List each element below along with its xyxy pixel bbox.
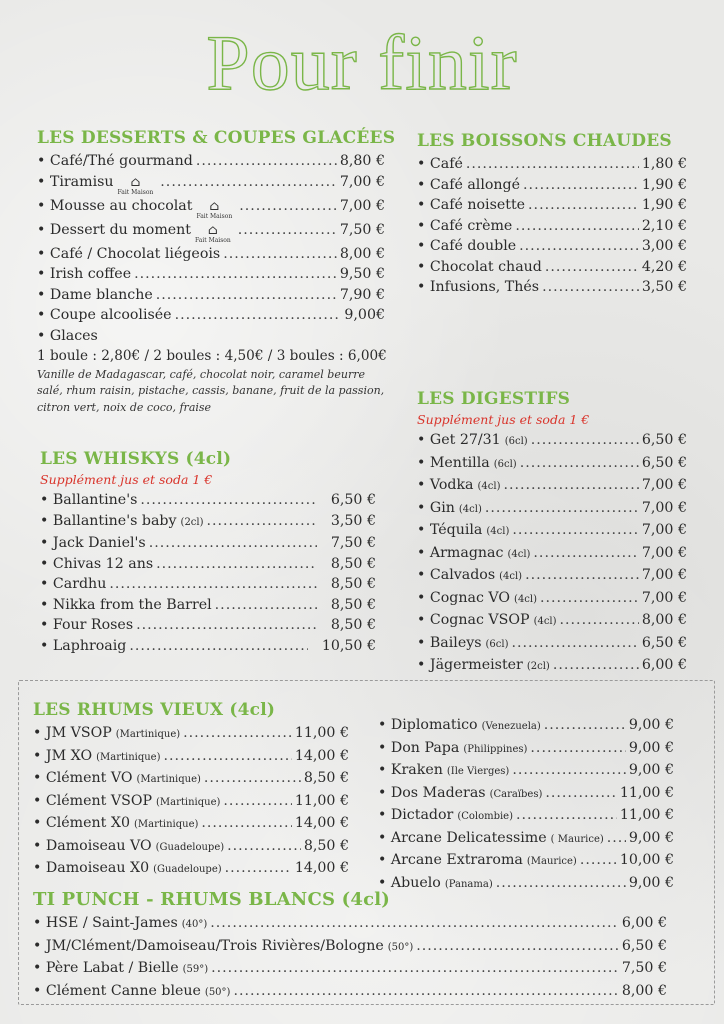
dot-leader — [109, 574, 317, 595]
menu-item — [417, 195, 687, 216]
dot-leader — [416, 936, 619, 957]
item-price: 6,50 € — [641, 454, 687, 471]
dot-leader — [149, 533, 317, 554]
item-name: • Don Papa — [378, 739, 460, 756]
digestifs-section — [417, 389, 687, 678]
menu-item — [33, 958, 667, 981]
item-price: 1,80 € — [641, 156, 687, 172]
dot-leader — [140, 490, 316, 511]
ti-punch-section — [33, 889, 667, 1003]
dot-leader — [523, 175, 639, 196]
item-detail: (4cl) — [507, 548, 531, 560]
menu-item — [33, 791, 349, 814]
dot-leader — [553, 655, 639, 676]
item-name: • Four Roses — [40, 617, 134, 633]
dot-leader — [201, 813, 291, 834]
fait-maison-badge — [195, 224, 231, 244]
item-price: 4,20 € — [641, 258, 687, 275]
dot-leader — [512, 633, 639, 654]
item-price: 7,00 € — [339, 197, 385, 214]
item-name: • JM VSOP — [33, 725, 112, 741]
item-detail: (59°) — [182, 964, 209, 975]
item-price: 7,50 € — [621, 960, 667, 976]
item-detail: (Martinique) — [115, 729, 181, 740]
item-detail: (6cl) — [493, 458, 517, 470]
menu-item — [37, 220, 385, 244]
item-name: • Cognac VO — [417, 589, 511, 606]
item-name: • Clément VSOP — [33, 792, 153, 809]
dot-leader — [520, 453, 639, 474]
item-detail: (Martinique) — [156, 796, 221, 808]
menu-item — [417, 610, 687, 633]
menu-item — [417, 236, 687, 257]
digestifs-list — [417, 430, 687, 678]
dot-leader — [607, 828, 626, 849]
rhums-vieux-right-list — [378, 715, 674, 895]
desserts-section — [37, 128, 396, 416]
item-name: • Clément X0 — [33, 815, 130, 831]
item-price: 7,00 € — [641, 567, 687, 583]
dot-leader — [175, 305, 342, 326]
item-price: 9,00€ — [344, 307, 385, 323]
menu-item — [417, 453, 687, 476]
boissons-chaudes-heading: LES BOISSONS CHAUDES — [417, 131, 672, 151]
glaces-prices: 1 boule : 2,80€ / 2 boules : 4,50€ / 3 boules : 6,00€ — [37, 348, 387, 364]
dot-leader — [503, 475, 638, 496]
menu-item — [417, 633, 687, 656]
dot-leader — [156, 554, 317, 575]
dot-leader — [530, 738, 625, 759]
dot-leader — [515, 216, 639, 237]
item-name: • Gin — [417, 499, 455, 516]
badge-label: Fait Maison — [195, 236, 231, 244]
item-name: • Dictador — [378, 807, 454, 823]
dot-leader — [134, 264, 337, 285]
item-price: 9,00 € — [628, 717, 674, 733]
menu-item — [417, 498, 687, 521]
dot-leader — [560, 610, 639, 631]
ti-punch-list — [33, 913, 667, 1003]
item-price: 7,90 € — [339, 286, 385, 303]
item-name: • Armagnac — [417, 544, 504, 561]
item-name: • Dessert du moment — [37, 221, 192, 238]
item-name: • Cognac VSOP — [417, 612, 530, 628]
item-name: • Téquila — [417, 522, 483, 538]
dot-leader — [227, 836, 301, 857]
dot-leader — [239, 196, 337, 217]
dot-leader — [129, 636, 307, 657]
menu-item — [417, 543, 687, 566]
item-name: • JM/Clément/Damoiseau/Trois Rivières/Bologne — [33, 937, 384, 954]
menu-item — [33, 913, 667, 936]
item-price: 3,00 € — [641, 238, 687, 254]
item-name: • Café double — [417, 238, 517, 254]
item-price: 8,00 € — [641, 612, 687, 628]
menu-item — [417, 175, 687, 196]
menu-item — [37, 151, 385, 172]
ti-punch-heading: TI PUNCH - RHUMS BLANCS (4cl) — [33, 889, 390, 910]
item-detail: (50°) — [204, 986, 231, 998]
item-price: 8,00 € — [621, 982, 667, 999]
menu-item — [40, 574, 376, 595]
item-price: 6,50 € — [621, 937, 667, 954]
rhums-vieux-section — [33, 700, 349, 881]
menu-item — [417, 655, 687, 678]
item-detail: (6cl) — [485, 638, 509, 650]
dot-leader — [136, 615, 317, 636]
menu-item — [33, 981, 667, 1004]
dot-leader — [531, 430, 639, 451]
item-name: • Mousse au chocolat — [37, 197, 193, 214]
dot-leader — [211, 958, 619, 979]
item-name: • Vodka — [417, 477, 474, 493]
whiskys-list — [40, 490, 376, 656]
item-name: • Nikka from the Barrel — [40, 596, 212, 613]
menu-item — [417, 430, 687, 453]
dot-leader — [223, 244, 337, 265]
dot-leader — [512, 520, 639, 541]
menu-item — [40, 595, 376, 616]
item-detail: (50°) — [387, 941, 414, 953]
item-detail: (Martinique) — [136, 774, 201, 785]
menu-item — [37, 196, 385, 220]
menu-item — [417, 257, 687, 278]
item-detail: (4cl) — [458, 503, 482, 515]
item-detail: (40°) — [181, 919, 208, 930]
item-detail: (Venezuela) — [481, 721, 541, 732]
badge-label: Fait Maison — [117, 188, 154, 196]
menu-item — [417, 588, 687, 611]
menu-item — [37, 305, 385, 326]
menu-item — [40, 554, 376, 575]
item-price: 8,50 € — [330, 596, 376, 613]
item-detail: (Martinique) — [96, 751, 161, 763]
digestifs-heading: LES DIGESTIFS — [417, 389, 571, 409]
item-detail: (4cl) — [477, 481, 501, 492]
item-price: 14,00 € — [294, 860, 349, 876]
dot-leader — [512, 760, 626, 781]
menu-item — [33, 836, 349, 859]
item-detail: (4cl) — [533, 616, 557, 627]
dot-leader — [164, 746, 292, 767]
menu-item — [378, 783, 674, 806]
item-price: 6,50 € — [641, 432, 687, 448]
dot-leader — [525, 565, 639, 586]
item-detail: (Caraïbes) — [489, 788, 543, 800]
item-detail: ( Maurice) — [550, 833, 604, 845]
item-price: 9,50 € — [339, 266, 385, 282]
item-name: • Dame blanche — [37, 286, 153, 303]
dot-leader — [545, 257, 639, 278]
menu-item — [378, 850, 674, 873]
item-name: • Clément Canne bleue — [33, 982, 201, 999]
menu-item — [33, 936, 667, 959]
menu-item — [33, 768, 349, 791]
item-name: • Arcane Delicatessime — [378, 829, 547, 846]
dot-leader — [528, 195, 639, 216]
item-price: 11,00 € — [619, 784, 674, 801]
item-name: • Cardhu — [40, 576, 107, 592]
menu-item — [33, 858, 349, 881]
rhums-vieux-left-list — [33, 723, 349, 881]
item-name: • Calvados — [417, 567, 496, 583]
fait-maison-badge — [196, 200, 232, 220]
item-price: 1,90 € — [641, 197, 687, 213]
dot-leader — [207, 511, 317, 532]
item-price: 11,00 € — [619, 807, 674, 823]
item-price: 11,00 € — [294, 725, 349, 741]
dot-leader — [540, 588, 639, 609]
item-price: 9,00 € — [628, 829, 674, 846]
item-price: 6,00 € — [621, 915, 667, 931]
menu-item — [33, 723, 349, 746]
item-price: 7,00 € — [641, 522, 687, 538]
whiskys-supplement: Supplément jus et soda 1 € — [40, 472, 213, 487]
item-name: • Chivas 12 ans — [40, 555, 154, 572]
chef-hat-icon: ⌂ — [130, 174, 141, 190]
item-price: 9,00 € — [628, 739, 674, 756]
item-name: • Jack Daniel's — [40, 535, 146, 551]
item-detail: (4cl) — [514, 593, 538, 605]
fait-maison-badge — [118, 176, 154, 196]
menu-item — [40, 636, 376, 657]
item-price: 8,50 € — [303, 837, 349, 854]
item-name: • Infusions, Thés — [417, 279, 540, 295]
chef-hat-icon: ⌂ — [209, 198, 220, 214]
badge-label: Fait Maison — [196, 212, 233, 220]
item-name: • Abuelo — [378, 874, 441, 891]
item-price: 11,00 € — [294, 792, 349, 809]
item-name: • HSE / Saint-James — [33, 915, 178, 931]
menu-item — [40, 615, 376, 636]
item-price: 8,50 € — [303, 770, 349, 786]
menu-item — [37, 172, 385, 196]
item-price: 3,50 € — [330, 512, 376, 529]
item-name: • Café / Chocolat liégeois — [37, 245, 221, 262]
boissons-chaudes-list — [417, 154, 687, 298]
glaces-flavors: Vanille de Madagascar, café, chocolat noir, caramel beurre salé, rhum raisin, pistache, cassis, banane, fruit de la passion, citron vert, noix de coco, fraise — [37, 367, 385, 414]
item-price: 1,90 € — [641, 176, 687, 193]
item-price: 8,00 € — [339, 245, 385, 262]
rhums-vieux-right — [378, 715, 674, 895]
dot-leader — [545, 783, 616, 804]
dot-leader — [215, 595, 317, 616]
dot-leader — [223, 791, 291, 812]
item-price: 8,50 € — [330, 576, 376, 592]
item-name: • Ballantine's baby — [40, 512, 177, 529]
item-detail: (2cl) — [526, 661, 550, 672]
item-detail: (Philippines) — [463, 743, 528, 755]
item-name: • Tiramisu — [37, 173, 114, 190]
item-name: • Damoiseau X0 — [33, 860, 150, 876]
item-detail: (Ile Vierges) — [446, 766, 510, 777]
dot-leader — [485, 498, 639, 519]
dot-leader — [183, 723, 292, 744]
item-detail: (Guadeloupe) — [155, 841, 225, 853]
menu-item — [37, 285, 385, 306]
menu-item — [417, 520, 687, 543]
item-price: 14,00 € — [294, 815, 349, 831]
menu-item — [33, 746, 349, 769]
item-detail: (4cl) — [499, 571, 523, 582]
menu-item — [378, 715, 674, 738]
dot-leader — [238, 220, 337, 241]
item-name: • Ballantine's — [40, 492, 138, 508]
desserts-heading: LES DESSERTS & COUPES GLACÉES — [37, 128, 396, 148]
item-name: • Chocolat chaud — [417, 258, 542, 275]
dot-leader — [580, 850, 617, 871]
item-name: • JM XO — [33, 747, 93, 764]
desserts-list — [37, 151, 385, 326]
menu-item — [33, 813, 349, 836]
item-detail: (2cl) — [180, 516, 204, 528]
dot-leader — [156, 285, 337, 306]
dot-leader — [160, 172, 337, 193]
menu-item — [417, 216, 687, 237]
item-detail: (Maurice) — [526, 856, 577, 867]
item-price: 6,00 € — [641, 657, 687, 673]
menu-item — [40, 490, 376, 511]
item-detail: (Martinique) — [134, 819, 199, 830]
whiskys-section — [40, 449, 376, 656]
item-price: 7,00 € — [641, 544, 687, 561]
item-name: • Café crème — [417, 217, 513, 234]
item-price: 7,50 € — [330, 535, 376, 551]
dot-leader — [544, 715, 626, 736]
dot-leader — [196, 151, 337, 172]
item-price: 7,00 € — [641, 477, 687, 493]
item-price: 7,00 € — [339, 173, 385, 190]
rhums-vieux-heading: LES RHUMS VIEUX (4cl) — [33, 700, 276, 720]
item-price: 2,10 € — [641, 217, 687, 234]
dot-leader — [516, 805, 617, 826]
item-price: 8,80 € — [339, 153, 385, 169]
item-name: • Arcane Extraroma — [378, 852, 523, 868]
item-name: • Café — [417, 156, 463, 172]
item-detail: (Colombie) — [457, 811, 514, 822]
dot-leader — [533, 543, 638, 564]
item-name: • Diplomatico — [378, 717, 478, 733]
menu-item — [37, 264, 385, 285]
menu-item — [37, 244, 385, 265]
item-price: 9,00 € — [628, 874, 674, 891]
item-price: 7,00 € — [641, 499, 687, 516]
menu-item — [40, 533, 376, 554]
item-name: • Jägermeister — [417, 657, 523, 673]
item-price: 6,50 € — [330, 492, 376, 508]
item-name: • Kraken — [378, 762, 443, 778]
glaces-label: • Glaces — [37, 327, 98, 344]
item-detail: (Panama) — [444, 878, 493, 890]
item-name: • Mentilla — [417, 454, 490, 471]
menu-item — [417, 565, 687, 588]
dot-leader — [466, 154, 639, 175]
menu-item — [378, 760, 674, 783]
item-name: • Café noisette — [417, 197, 526, 213]
dot-leader — [204, 768, 301, 789]
dot-leader — [542, 277, 639, 298]
item-price: 6,50 € — [641, 634, 687, 651]
item-name: • Dos Maderas — [378, 784, 486, 801]
boissons-chaudes-section — [417, 131, 687, 298]
dot-leader — [519, 236, 639, 257]
menu-item — [417, 154, 687, 175]
whiskys-heading: LES WHISKYS (4cl) — [40, 449, 232, 469]
item-name: • Café/Thé gourmand — [37, 153, 193, 169]
item-price: 7,50 € — [339, 221, 385, 238]
item-name: • Damoiseau VO — [33, 837, 152, 854]
item-price: 7,00 € — [641, 589, 687, 606]
menu-item — [417, 475, 687, 498]
page-title: Pour finir — [206, 19, 518, 106]
item-price: 8,50 € — [330, 617, 376, 633]
menu-item — [378, 738, 674, 761]
item-detail: (4cl) — [486, 526, 510, 537]
item-price: 10,50 € — [321, 637, 376, 654]
item-name: • Café allongé — [417, 176, 521, 193]
item-price: 3,50 € — [641, 279, 687, 295]
item-detail: (6cl) — [504, 436, 528, 447]
item-name: • Clément VO — [33, 770, 133, 786]
item-price: 14,00 € — [294, 747, 349, 764]
chef-hat-icon: ⌂ — [207, 222, 218, 238]
item-name: • Coupe alcoolisée — [37, 307, 172, 323]
menu-item — [378, 828, 674, 851]
item-name: • Père Labat / Bielle — [33, 960, 179, 976]
item-name: • Get 27/31 — [417, 432, 501, 448]
item-name: • Irish coffee — [37, 266, 132, 282]
item-price: 9,00 € — [628, 762, 674, 778]
menu-item — [40, 511, 376, 534]
menu-item — [378, 805, 674, 828]
dot-leader — [210, 913, 619, 934]
dot-leader — [225, 858, 292, 879]
item-price: 10,00 € — [619, 852, 674, 868]
dot-leader — [233, 981, 618, 1002]
menu-item — [417, 277, 687, 298]
item-detail: (Guadeloupe) — [153, 864, 222, 875]
digestifs-supplement: Supplément jus et soda 1 € — [417, 412, 590, 427]
item-price: 8,50 € — [330, 555, 376, 572]
item-name: • Laphroaig — [40, 637, 127, 654]
item-name: • Baileys — [417, 634, 482, 651]
